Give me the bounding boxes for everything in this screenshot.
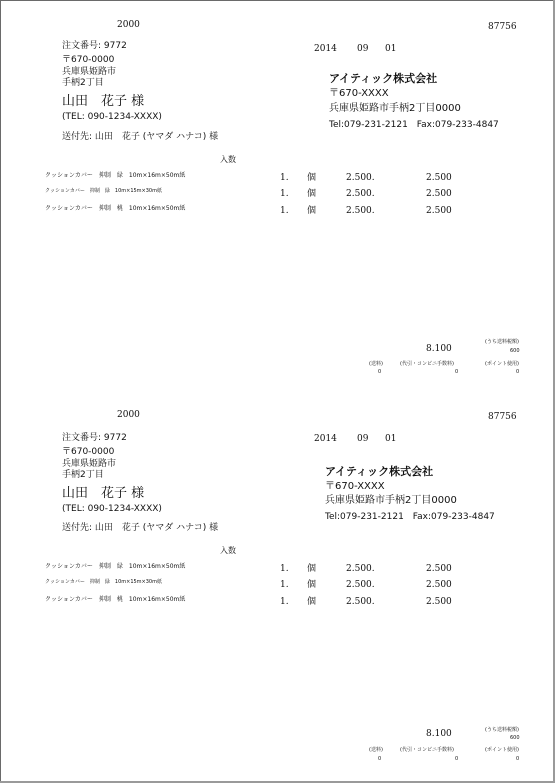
tax-note-value: 600 bbox=[510, 735, 520, 741]
date-month: 09 bbox=[357, 434, 369, 444]
invoice-slip bbox=[0, 390, 555, 780]
item-amount: 2.500 bbox=[426, 580, 452, 590]
company-address: 兵庫県姫路市手柄2丁目0000 bbox=[329, 103, 461, 114]
item-description: クッションカバー 抑制 緑 10m×16m×50m紙 bbox=[45, 563, 186, 570]
item-unit: 個 bbox=[307, 597, 317, 607]
date-month: 09 bbox=[357, 44, 369, 54]
cod-fee-label: (代引・コンビニ手数料) bbox=[400, 361, 454, 367]
document-number: 87756 bbox=[488, 412, 517, 422]
item-amount: 2.500 bbox=[426, 189, 452, 199]
item-unit-price: 2.500. bbox=[346, 206, 375, 216]
customer-tel: (TEL: 090-1234-XXXX) bbox=[62, 504, 162, 514]
points-used-label: (ポイント使用) bbox=[485, 747, 519, 753]
customer-address-line1: 兵庫県姫路市 bbox=[62, 459, 117, 469]
item-quantity: 1. bbox=[280, 580, 289, 590]
total-amount: 8.100 bbox=[426, 344, 452, 354]
customer-postal: 〒670-0000 bbox=[62, 55, 115, 65]
order-number: 注文番号: 9772 bbox=[62, 433, 127, 443]
item-unit-price: 2.500. bbox=[346, 564, 375, 574]
company-address: 兵庫県姫路市手柄2丁目0000 bbox=[325, 495, 457, 506]
shipping-fee-label: (送料) bbox=[369, 361, 383, 367]
item-unit-price: 2.500. bbox=[346, 173, 375, 183]
date-day: 01 bbox=[385, 44, 397, 54]
item-amount: 2.500 bbox=[426, 564, 452, 574]
year-label: 2000 bbox=[117, 20, 140, 30]
item-unit-price: 2.500. bbox=[346, 597, 375, 607]
item-quantity: 1. bbox=[280, 206, 289, 216]
item-unit: 個 bbox=[307, 206, 317, 216]
company-name: アイティック株式会社 bbox=[325, 465, 434, 478]
company-contact: Tel:079-231-2121 Fax:079-233-4847 bbox=[329, 120, 499, 130]
customer-name: 山田 花子 様 bbox=[62, 94, 145, 109]
company-postal: 〒670-XXXX bbox=[325, 481, 385, 492]
customer-postal: 〒670-0000 bbox=[62, 447, 115, 457]
cod-fee-label: (代引・コンビニ手数料) bbox=[400, 747, 454, 753]
item-unit: 個 bbox=[307, 564, 317, 574]
item-description: クッションカバー 抑制 緑 10m×15m×30m紙 bbox=[45, 188, 162, 194]
shipping-fee-label: (送料) bbox=[369, 747, 383, 753]
customer-address-line2: 手柄2丁目 bbox=[62, 470, 104, 480]
tax-note-value: 600 bbox=[510, 348, 520, 354]
item-unit: 個 bbox=[307, 173, 317, 183]
points-used-label: (ポイント使用) bbox=[485, 361, 519, 367]
shipping-fee-value: 0 bbox=[378, 369, 382, 375]
item-quantity: 1. bbox=[280, 173, 289, 183]
item-unit-price: 2.500. bbox=[346, 580, 375, 590]
points-used-value: 0 bbox=[516, 369, 520, 375]
item-unit: 個 bbox=[307, 189, 317, 199]
invoice-slip bbox=[0, 0, 555, 390]
date-day: 01 bbox=[385, 434, 397, 444]
item-quantity: 1. bbox=[280, 597, 289, 607]
item-amount: 2.500 bbox=[426, 173, 452, 183]
quantity-header: 入数 bbox=[220, 155, 236, 164]
cod-fee-value: 0 bbox=[455, 369, 459, 375]
item-description: クッションカバー 抑制 緑 10m×15m×30m紙 bbox=[45, 579, 162, 585]
customer-address-line2: 手柄2丁目 bbox=[62, 78, 104, 88]
year-label: 2000 bbox=[117, 410, 140, 420]
total-amount: 8.100 bbox=[426, 729, 452, 739]
date-year: 2014 bbox=[314, 44, 337, 54]
points-used-value: 0 bbox=[516, 756, 520, 762]
tax-note-label: (うち送料税額) bbox=[485, 339, 519, 345]
item-description: クッションカバー 抑制 緑 10m×16m×50m紙 bbox=[45, 172, 186, 179]
company-name: アイティック株式会社 bbox=[329, 72, 438, 85]
quantity-header: 入数 bbox=[220, 546, 236, 555]
item-description: クッションカバー 抑制 桃 10m×16m×50m紙 bbox=[45, 596, 186, 603]
date-year: 2014 bbox=[314, 434, 337, 444]
item-description: クッションカバー 抑制 桃 10m×16m×50m紙 bbox=[45, 205, 186, 212]
customer-address-line1: 兵庫県姫路市 bbox=[62, 67, 117, 77]
tax-note-label: (うち送料税額) bbox=[485, 727, 519, 733]
shipping-fee-value: 0 bbox=[378, 756, 382, 762]
item-unit-price: 2.500. bbox=[346, 189, 375, 199]
customer-tel: (TEL: 090-1234-XXXX) bbox=[62, 112, 162, 122]
order-number: 注文番号: 9772 bbox=[62, 41, 127, 51]
ship-to: 送付先: 山田 花子 (ヤマダ ハナコ) 様 bbox=[62, 523, 219, 533]
item-amount: 2.500 bbox=[426, 597, 452, 607]
item-amount: 2.500 bbox=[426, 206, 452, 216]
document-number: 87756 bbox=[488, 22, 517, 32]
company-contact: Tel:079-231-2121 Fax:079-233-4847 bbox=[325, 512, 495, 522]
customer-name: 山田 花子 様 bbox=[62, 486, 145, 501]
cod-fee-value: 0 bbox=[455, 756, 459, 762]
item-quantity: 1. bbox=[280, 189, 289, 199]
item-unit: 個 bbox=[307, 580, 317, 590]
company-postal: 〒670-XXXX bbox=[329, 88, 389, 99]
item-quantity: 1. bbox=[280, 564, 289, 574]
ship-to: 送付先: 山田 花子 (ヤマダ ハナコ) 様 bbox=[62, 132, 219, 142]
